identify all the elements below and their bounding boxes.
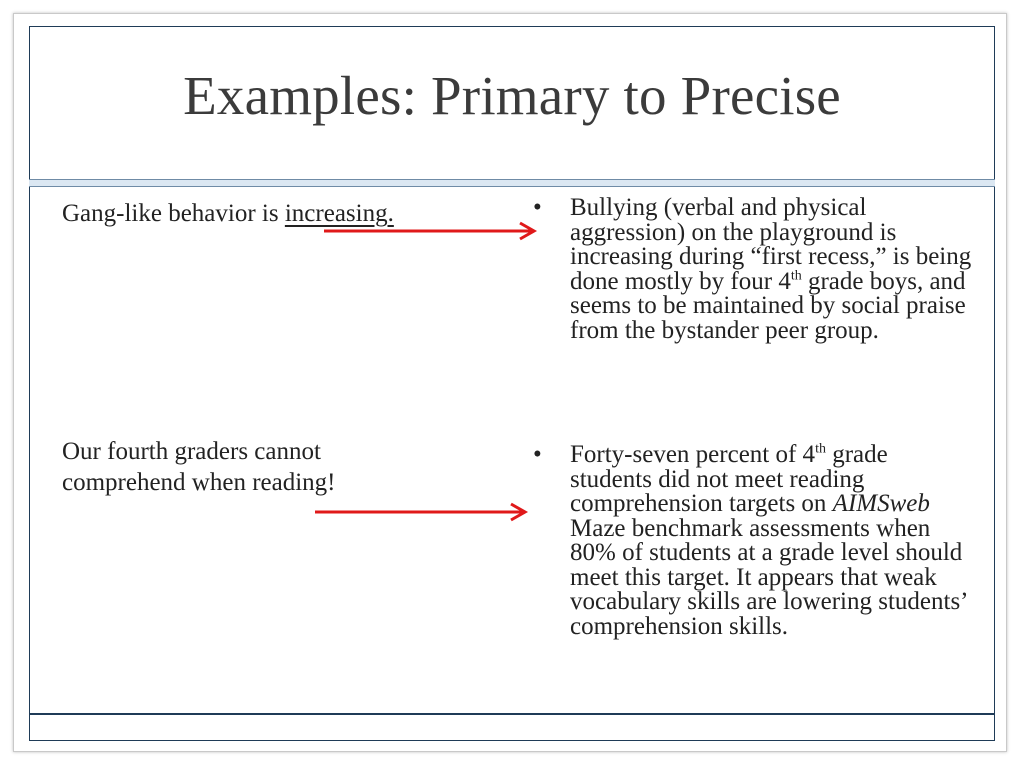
right-bullet-2-part2: grade students did not meet reading comprehension targets on <box>570 441 888 517</box>
right-bullet-2-part1: Forty-seven percent of 4 <box>570 441 816 468</box>
right-bullet-1-sup: th <box>790 268 802 284</box>
slide-title: Examples: Primary to Precise <box>183 65 841 126</box>
left-statement-1-underlined: increasing. <box>284 200 394 227</box>
right-bullet-1-text <box>570 196 973 343</box>
red-right-arrow-icon <box>313 501 531 523</box>
red-right-arrow-icon <box>322 220 540 242</box>
left-statement-1-prefix: Gang-like behavior is <box>62 200 285 227</box>
right-bullet-1 <box>533 196 973 343</box>
right-bullet-2-sup: th <box>815 441 826 457</box>
right-bullet-1-part2: grade boys, and seems to be maintained by social praise from the bystander peer group. <box>570 267 966 344</box>
bullet-marker: • <box>533 194 542 221</box>
right-bullet-1-part1: Bullying (verbal and physical aggression) on the playground is increasing during “first recess,” is being done mostly by four 4 <box>570 194 972 295</box>
right-bullet-2-text <box>570 443 973 639</box>
title-divider-bottom <box>29 186 995 187</box>
left-statement-2-line1: Our fourth graders cannot <box>62 438 321 465</box>
right-bullet-2-part3: Maze benchmark assessments when 80% of students at a grade level should meet this target. It appears that weak vocabulary skills are lowering students’ comprehension skills. <box>570 514 967 640</box>
bullet-marker: • <box>533 441 542 468</box>
right-bullet-2 <box>533 443 973 639</box>
left-statement-2 <box>62 437 336 498</box>
footer-divider <box>29 713 995 715</box>
right-bullet-2-italic: AIMSweb <box>832 490 930 517</box>
left-statement-2-line2: comprehend when reading! <box>62 468 336 496</box>
